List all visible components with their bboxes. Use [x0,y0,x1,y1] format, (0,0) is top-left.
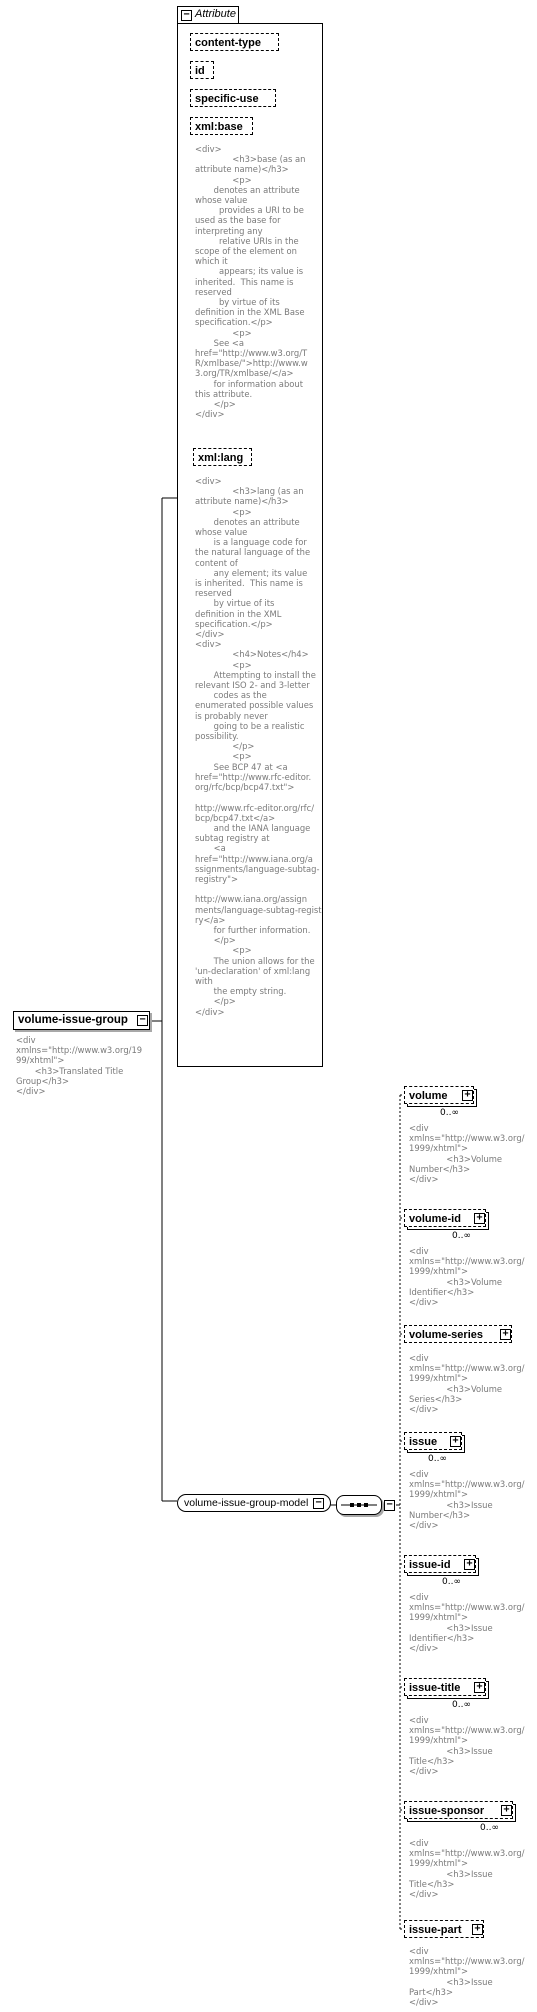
plus-expand-icon[interactable]: + [462,1090,473,1101]
plus-expand-icon[interactable]: + [464,1559,475,1570]
element-volume-series[interactable] [404,1325,512,1343]
element-volume[interactable] [404,1086,474,1104]
plus-expand-icon[interactable]: + [450,1436,461,1447]
model-group-volume-issue-group-model[interactable] [177,1494,331,1512]
cardinality-volume: 0..∞ [440,1108,459,1118]
element-issue[interactable] [404,1432,462,1450]
xml-lang-documentation: <div> <h3>lang (as an attribute name)</h3> <p> denotes an attribute whose value is a language code for the natural language of the content of any element; its value is inherited. This name is reserved by virtue of its definition in the XML specification.</p> </div> <div> <h4>Notes</h4> <p> Attempting to install the relevant ISO 2- and 3-letter codes as the enumerated possible values is probably never going to be a realistic possibility. </p> <p> See BCP 47 at <a href="http://www.rfc-editor. org/rfc/bcp/bcp47.txt"> http://www.rfc-editor.org/rfc/ bcp/bcp47.txt</a> and the IANA language subtag registry at <a href="http://www.iana.org/a ssignments/language-subtag- registry"> http://www.iana.org/assign ments/language-subtag-regist ry</a> for further information. </p> <p> The union allows for the 'un-declaration' of xml:lang with the empty string. </p> </div> [195,476,322,1017]
minus-collapse-icon[interactable]: − [137,1015,148,1026]
cardinality-volume-id: 0..∞ [452,1231,471,1241]
attribute-content-type[interactable]: content-type [190,33,279,51]
element-volume-series-label: volume-series [409,1329,483,1341]
volume-documentation: <div xmlns="http://www.w3.org/ 1999/xhtml"> <h3>Volume Number</h3> </div> [409,1123,525,1185]
minus-collapse-icon[interactable]: − [384,1500,395,1511]
element-issue-sponsor[interactable] [404,1801,513,1819]
element-volume-id[interactable] [404,1209,486,1227]
root-documentation: <div xmlns="http://www.w3.org/19 99/xhtml"> <h3>Translated Title Group</h3> </div> [16,1035,143,1097]
element-issue-sponsor-label: issue-sponsor [409,1805,485,1817]
volume-series-documentation: <div xmlns="http://www.w3.org/ 1999/xhtml"> <h3>Volume Series</h3> </div> [409,1353,525,1415]
element-issue-title-label: issue-title [409,1682,461,1694]
attribute-group-title: Attribute [195,8,236,20]
plus-expand-icon[interactable]: + [474,1682,485,1693]
root-element-volume-issue-group[interactable] [13,1011,150,1030]
cardinality-issue: 0..∞ [428,1454,447,1464]
element-issue-id[interactable] [404,1555,476,1573]
attribute-specific-use[interactable]: specific-use [190,89,276,107]
cardinality-issue-sponsor: 0..∞ [480,1823,499,1833]
issue-sponsor-documentation: <div xmlns="http://www.w3.org/ 1999/xhtml"> <h3>Issue Title</h3> </div> [409,1838,525,1900]
element-issue-id-label: issue-id [409,1559,451,1571]
issue-title-documentation: <div xmlns="http://www.w3.org/ 1999/xhtml"> <h3>Issue Title</h3> </div> [409,1715,525,1777]
attribute-group-tab [177,6,239,23]
issue-id-documentation: <div xmlns="http://www.w3.org/ 1999/xhtml"> <h3>Issue Identifier</h3> </div> [409,1592,525,1654]
plus-expand-icon[interactable]: + [472,1924,483,1935]
model-group-label: volume-issue-group-model [184,1497,309,1509]
issue-documentation: <div xmlns="http://www.w3.org/ 1999/xhtml"> <h3>Issue Number</h3> </div> [409,1469,525,1531]
cardinality-issue-id: 0..∞ [442,1577,461,1587]
minus-collapse-icon[interactable]: − [181,10,192,21]
attribute-id[interactable]: id [190,61,214,79]
plus-expand-icon[interactable]: + [500,1329,511,1340]
sequence-compositor-icon[interactable] [336,1495,382,1515]
plus-expand-icon[interactable]: + [501,1805,512,1816]
cardinality-issue-title: 0..∞ [452,1700,471,1710]
element-issue-part[interactable] [404,1920,484,1938]
element-issue-title[interactable] [404,1678,486,1696]
minus-collapse-icon[interactable]: − [313,1498,324,1509]
attribute-xml-lang[interactable]: xml:lang [193,448,252,466]
root-element-label: volume-issue-group [18,1014,128,1026]
volume-id-documentation: <div xmlns="http://www.w3.org/ 1999/xhtml"> <h3>Volume Identifier</h3> </div> [409,1246,525,1308]
element-volume-label: volume [409,1090,448,1102]
attribute-xml-base[interactable]: xml:base [190,117,253,135]
xml-base-documentation: <div> <h3>base (as an attribute name)</h3> <p> denotes an attribute whose value provides a URI to be used as the base for interpreting any relative URIs in the scope of the element on which it appears; its value is inherited. This name is reserved by virtue of its definition in the XML Base specification.</p> <p> See <a href="http://www.w3.org/T R/xmlbase/">http://www.w 3.org/TR/xmlbase/</a> for information about this attribute. </p> </div> [195,144,308,420]
element-issue-label: issue [409,1436,438,1448]
element-volume-id-label: volume-id [409,1213,461,1225]
issue-part-documentation: <div xmlns="http://www.w3.org/ 1999/xhtml"> <h3>Issue Part</h3> </div> [409,1946,525,2008]
element-issue-part-label: issue-part [409,1924,462,1936]
plus-expand-icon[interactable]: + [474,1213,485,1224]
